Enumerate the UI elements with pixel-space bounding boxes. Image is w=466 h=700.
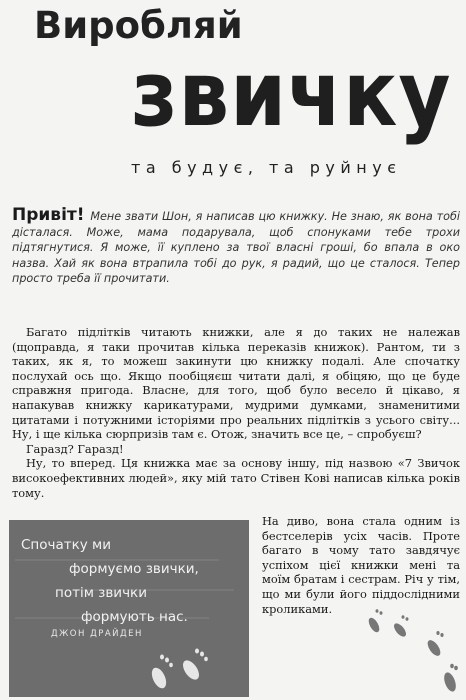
title-line-2: звичку (131, 42, 452, 147)
intro-text: Мене звати Шон, я написав цю книжку. Не знаю, як вона тобі дісталася. Може, мама подарувала, щоб спонуками тебе трохи підтягнутися. Я може, її куплено за твої власні гроші, бо впала в око назва. Хай як вона втрапила тобі до рук, я радий, що це сталося. Тепер просто треба її прочитати. (12, 210, 460, 285)
title-line-1: Виробляй (34, 4, 243, 47)
quote-box (9, 520, 249, 697)
greeting: Привіт! (12, 205, 85, 225)
quote-line-4: формують нас. (81, 609, 188, 625)
quote-line-3: потім звички (55, 585, 147, 601)
quote-author: ДЖОН ДРАЙДЕН (51, 629, 143, 639)
footprints-icon (360, 600, 466, 700)
intro-paragraph (12, 205, 460, 287)
subtitle: та будує, та руйнує (131, 158, 402, 177)
body-paragraph-2: Гаразд? Гаразд! (26, 441, 124, 456)
quote-line-1: Спочатку ми (21, 537, 112, 553)
footprints-icon (149, 649, 208, 691)
body-text (12, 325, 460, 500)
body-paragraph-4: На диво, вона стала одним із бестселерів усіх часів. Проте багато в чому тато завдячує успіхом цієї книжки мені та моїм братам і сестрам. Річ у тім, що ми були його піддослідними кроликами. (262, 514, 460, 616)
quote-line-2: формуємо звички, (69, 561, 199, 577)
body-paragraph-3: Ну, то вперед. Ця книжка має за основу іншу, під назвою «7 Звичок високоефективних людей», яку мій тато Стівен Кові написав кілька років тому. (12, 456, 460, 500)
body-paragraph-1: Багато підлітків читають книжки, але я до таких не належав (щоправда, я таки прочитав кілька переказів книжок). Рантом, ти з таких, як я, то можеш закинути цю книжку подалі. Але спочатку послухай ось що. Якщо пообіцяєш читати далі, я обіцяю, що це буде справжня пригода. Власне, для того, щоб було весело й цікаво, я напакував книжку карикатурами, мудрими думками, знаменитими цитатами і потужними історіями про реальних підлітків з усього світу... Ну, і ще кілька сюрпризів там є. Отож, значить все це, – спробуєш? (12, 325, 460, 442)
